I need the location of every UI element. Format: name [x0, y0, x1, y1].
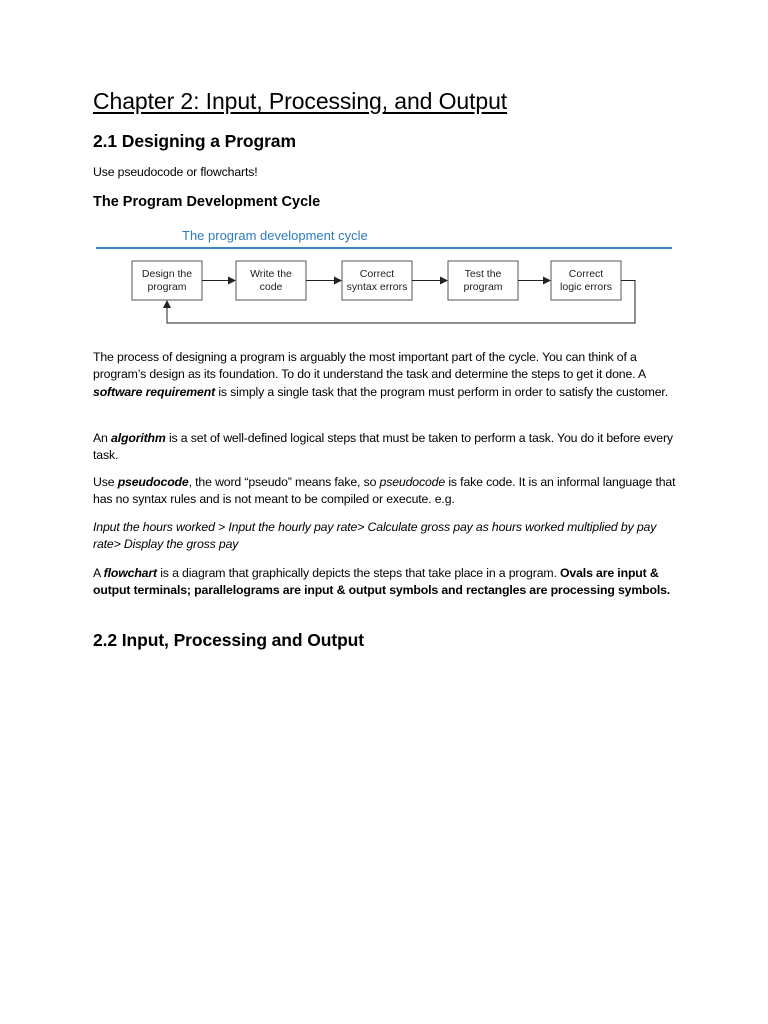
term-pseudocode-italic: pseudocode	[379, 475, 446, 489]
paragraph-flowchart-symbols: Ovals are input & output terminals; parallelograms are input & output symbols and rectangles are processing symbols.	[93, 566, 671, 598]
paragraph-design	[93, 349, 683, 401]
section-heading-2-2: 2.2 Input, Processing and Output	[93, 630, 364, 650]
term-algorithm: algorithm	[111, 431, 166, 445]
cycle-step-label-line1: Test the	[464, 268, 502, 280]
paragraph-flowchart	[93, 565, 683, 600]
cycle-step-label-line2: syntax errors	[346, 281, 408, 293]
paragraph-flowchart-text-2: is a diagram that graphically depicts the steps that take place in a program.	[156, 566, 561, 580]
cycle-step-label-line2: code	[259, 281, 283, 293]
development-cycle-diagram	[96, 224, 676, 334]
term-software-requirement: software requirement	[93, 384, 216, 399]
paragraph-design-text-2: is simply a single task that the program must perform in order to satisfy the customer.	[215, 384, 668, 399]
paragraph-pseudocode-text-3: is fake code. It is an informal language that has no syntax rules and is not meant to be compiled or execute. e.g.	[93, 475, 676, 507]
cycle-step-label-line1: Write the	[250, 268, 292, 280]
paragraph-flowchart-text-1: A	[93, 566, 104, 580]
term-flowchart: flowchart	[103, 566, 157, 580]
paragraph-design-text-1: The process of designing a program is arguably the most important part of the cycle. You can think of a program’s design as its foundation. To do it understand the task and determine the steps to get it done. A	[93, 350, 646, 382]
cycle-step-box	[551, 261, 621, 300]
paragraph-pseudocode-text-1: Use	[93, 475, 118, 489]
cycle-step-label-line1: Correct	[359, 268, 395, 280]
cycle-step-box	[448, 261, 518, 300]
chapter-title: Chapter 2: Input, Processing, and Output	[93, 88, 508, 114]
cycle-step-box	[132, 261, 202, 300]
cycle-step-label-line1: Design the	[141, 268, 193, 280]
intro-text: Use pseudocode or flowcharts!	[93, 165, 258, 179]
cycle-step-label-line2: logic errors	[560, 281, 612, 293]
term-pseudocode: pseudocode	[117, 475, 189, 489]
subheading-development-cycle: The Program Development Cycle	[93, 194, 321, 210]
cycle-step-label-line2: program	[463, 281, 503, 293]
section-heading-2-1: 2.1 Designing a Program	[93, 131, 296, 151]
development-cycle-figure	[96, 224, 676, 334]
paragraph-pseudocode	[93, 474, 683, 509]
cycle-step-label-line2: program	[147, 281, 187, 293]
paragraph-pseudocode-text-2: , the word “pseudo” means fake, so	[188, 475, 380, 489]
pseudocode-example	[93, 519, 683, 554]
cycle-step-label-line1: Correct	[568, 268, 604, 280]
paragraph-algorithm	[93, 430, 683, 465]
pseudocode-example-text: Input the hours worked > Input the hourly pay rate> Calculate gross pay as hours worked multiplied by pay rate> Display the gross pay	[93, 520, 657, 552]
cycle-step-box	[342, 261, 412, 300]
paragraph-algorithm-text-1: An	[93, 431, 112, 445]
figure-title: The program development cycle	[182, 228, 368, 243]
paragraph-algorithm-text-2: is a set of well-defined logical steps that must be taken to perform a task. You do it before every task.	[93, 431, 673, 463]
cycle-step-box	[236, 261, 306, 300]
